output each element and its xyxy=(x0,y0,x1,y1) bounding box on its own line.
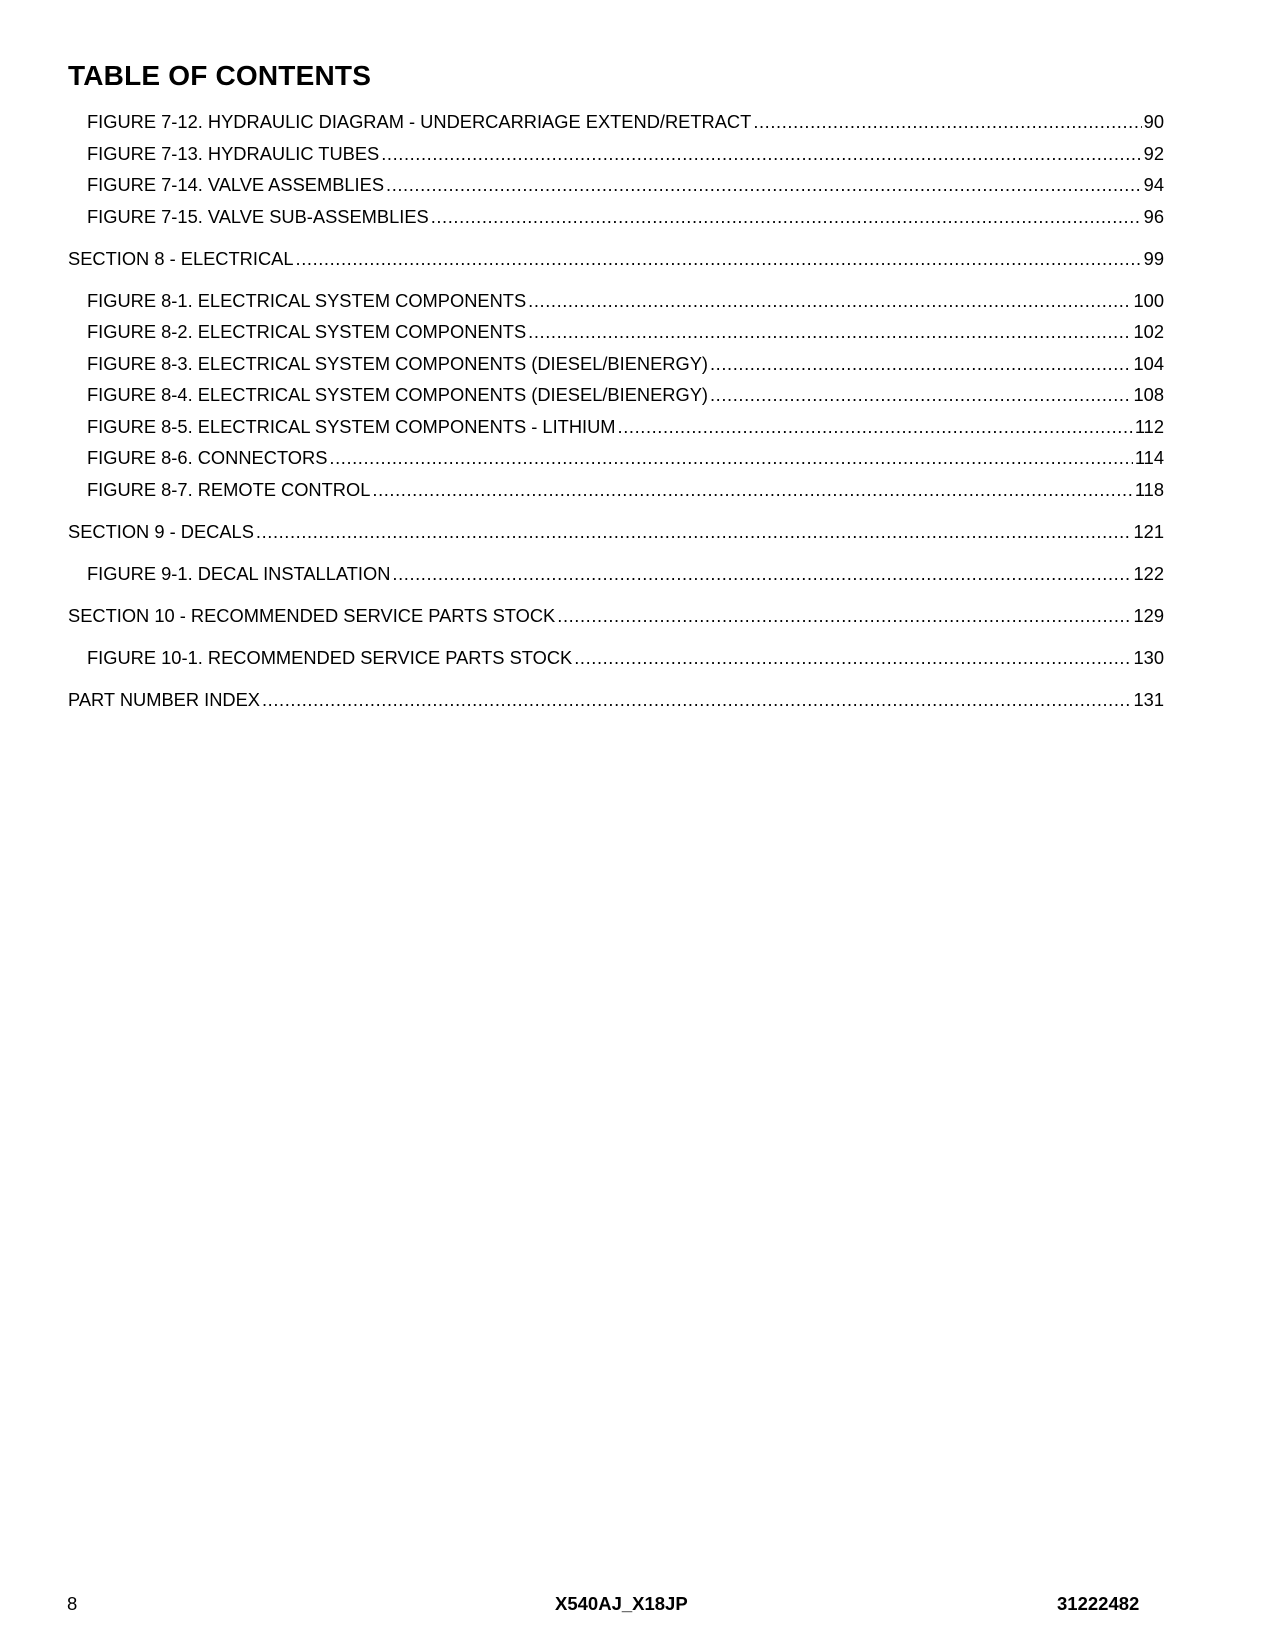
dot-leader xyxy=(753,111,1141,133)
toc-entry-label: FIGURE 8-4. ELECTRICAL SYSTEM COMPONENTS (DIESEL/BIENERGY) xyxy=(87,384,708,405)
toc-section-entry[interactable] xyxy=(68,248,1164,270)
toc-entry-label: FIGURE 7-15. VALVE SUB-ASSEMBLIES xyxy=(87,205,429,227)
toc-entry-label: PART NUMBER INDEX xyxy=(68,688,260,710)
dot-leader xyxy=(528,290,1131,312)
dot-leader xyxy=(574,647,1131,669)
toc-entry-label: FIGURE 10-1. RECOMMENDED SERVICE PARTS STOCK xyxy=(87,646,573,668)
toc-entry-page: 129 xyxy=(1133,604,1164,626)
dot-leader xyxy=(262,689,1131,711)
toc-entry-page: 100 xyxy=(1133,289,1164,311)
toc-entry-page: 112 xyxy=(1134,415,1164,437)
toc-entry-page: 121 xyxy=(1133,520,1164,542)
dot-leader xyxy=(710,384,1131,406)
toc-section-entry[interactable] xyxy=(68,521,1164,543)
toc-entry[interactable] xyxy=(68,111,1164,133)
toc-entry[interactable] xyxy=(68,143,1164,165)
toc-entry-label: FIGURE 8-7. REMOTE CONTROL xyxy=(87,478,371,500)
dot-leader xyxy=(618,416,1133,438)
toc-entry[interactable] xyxy=(68,384,1164,406)
toc-entry-label: SECTION 9 - DECALS xyxy=(68,520,254,542)
toc-entry-page: 102 xyxy=(1133,321,1164,342)
toc-entry[interactable] xyxy=(68,647,1164,669)
toc-entry-label: FIGURE 7-13. HYDRAULIC TUBES xyxy=(87,142,380,164)
toc-entry[interactable] xyxy=(68,353,1164,375)
toc-entry-page: 99 xyxy=(1143,247,1164,269)
toc-entry-page: 90 xyxy=(1143,111,1164,132)
footer-model-name: X540AJ_X18JP xyxy=(555,1593,688,1614)
toc-entry-label: FIGURE 8-2. ELECTRICAL SYSTEM COMPONENTS xyxy=(87,321,527,342)
toc-entry-label: FIGURE 8-3. ELECTRICAL SYSTEM COMPONENTS (DIESEL/BIENERGY) xyxy=(87,352,708,374)
toc-entry-page: 114 xyxy=(1134,447,1164,468)
toc-entry-label: FIGURE 8-1. ELECTRICAL SYSTEM COMPONENTS xyxy=(87,289,527,311)
toc-entry[interactable] xyxy=(68,447,1164,469)
table-of-contents xyxy=(68,111,1164,711)
toc-entry-label: FIGURE 7-14. VALVE ASSEMBLIES xyxy=(87,174,385,195)
dot-leader xyxy=(386,174,1142,196)
toc-entry[interactable] xyxy=(68,174,1164,196)
toc-entry-label: FIGURE 8-5. ELECTRICAL SYSTEM COMPONENTS - LITHIUM xyxy=(87,415,616,437)
toc-entry[interactable] xyxy=(68,290,1164,312)
toc-section-entry[interactable] xyxy=(68,605,1164,627)
dot-leader xyxy=(710,353,1131,375)
dot-leader xyxy=(528,321,1131,343)
toc-entry[interactable] xyxy=(68,479,1164,501)
toc-entry-page: 130 xyxy=(1133,646,1164,668)
toc-entry-label: FIGURE 7-12. HYDRAULIC DIAGRAM - UNDERCARRIAGE EXTEND/RETRACT xyxy=(87,111,752,132)
dot-leader xyxy=(256,521,1132,543)
toc-entry-label: SECTION 10 - RECOMMENDED SERVICE PARTS STOCK xyxy=(68,604,556,626)
toc-entry-label: SECTION 8 - ELECTRICAL xyxy=(68,247,294,269)
toc-entry[interactable] xyxy=(68,206,1164,228)
toc-entry-page: 118 xyxy=(1134,478,1164,500)
toc-entry-page: 122 xyxy=(1133,562,1164,584)
dot-leader xyxy=(296,248,1142,270)
toc-entry-page: 104 xyxy=(1133,352,1164,374)
toc-entry-page: 94 xyxy=(1143,174,1164,195)
page-footer xyxy=(0,1593,1275,1619)
toc-entry-label: FIGURE 8-6. CONNECTORS xyxy=(87,447,328,468)
toc-entry-page: 96 xyxy=(1143,205,1164,227)
toc-entry-page: 131 xyxy=(1133,688,1164,710)
toc-entry[interactable] xyxy=(68,416,1164,438)
toc-entry[interactable] xyxy=(68,321,1164,343)
dot-leader xyxy=(557,605,1131,627)
dot-leader xyxy=(431,206,1142,228)
dot-leader xyxy=(372,479,1132,501)
dot-leader xyxy=(381,143,1141,165)
toc-entry-label: FIGURE 9-1. DECAL INSTALLATION xyxy=(87,562,391,584)
toc-entry[interactable] xyxy=(68,563,1164,585)
footer-page-number: 8 xyxy=(67,1593,78,1614)
toc-entry-page: 92 xyxy=(1143,142,1164,164)
toc-section-entry[interactable] xyxy=(68,689,1164,711)
dot-leader xyxy=(329,447,1132,469)
dot-leader xyxy=(392,563,1131,585)
toc-entry-page: 108 xyxy=(1133,384,1164,405)
footer-document-number: 31222482 xyxy=(1057,1593,1140,1614)
page-title: TABLE OF CONTENTS xyxy=(68,60,372,91)
